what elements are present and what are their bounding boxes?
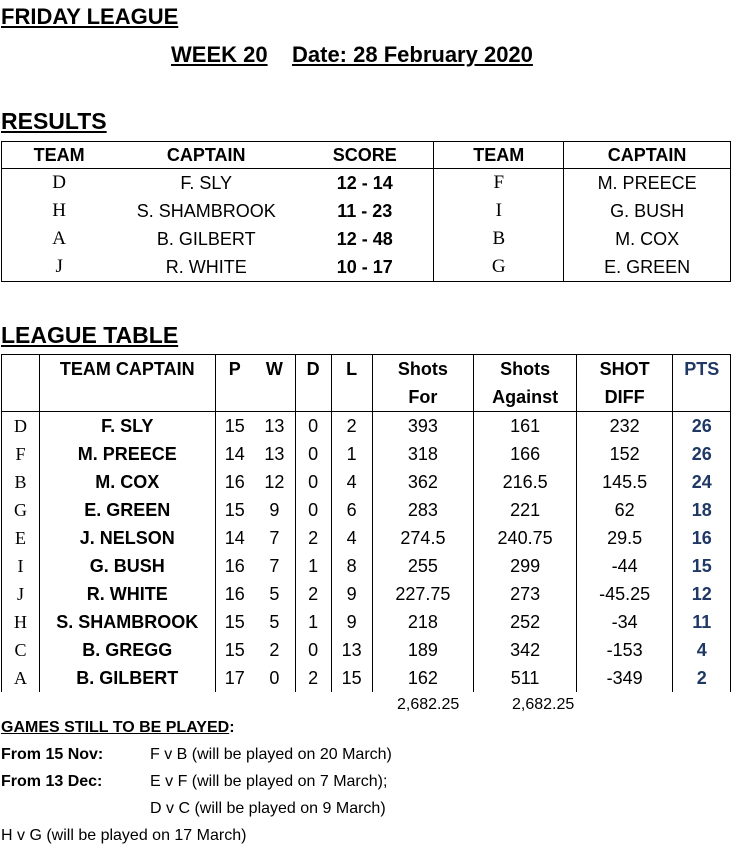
league-table bbox=[1, 354, 731, 692]
col-header-blank bbox=[215, 383, 254, 412]
results-score: 12 - 48 bbox=[296, 225, 434, 253]
league-shot-diff: 145.5 bbox=[576, 468, 673, 496]
league-points: 26 bbox=[691, 415, 712, 436]
league-won: 13 bbox=[254, 440, 295, 468]
league-won: 13 bbox=[254, 412, 295, 441]
league-shots-against: 252 bbox=[474, 608, 577, 636]
col-header-shots-for: Shots bbox=[372, 355, 474, 384]
league-row bbox=[2, 440, 731, 468]
league-points: 26 bbox=[691, 443, 712, 464]
league-lost: 13 bbox=[331, 636, 372, 664]
league-captain: F. SLY bbox=[39, 412, 215, 441]
league-points: 12 bbox=[691, 583, 712, 604]
col-header-team: TEAM bbox=[434, 142, 564, 169]
total-shots-for: 2,682.25 bbox=[397, 696, 460, 713]
league-shots-against: 216.5 bbox=[474, 468, 577, 496]
results-captain-away: E. GREEN bbox=[604, 256, 691, 277]
league-shots-for: 283 bbox=[372, 496, 474, 524]
games-line-2: E v F (will be played on 7 March); bbox=[150, 773, 388, 790]
week-label: WEEK 20 bbox=[171, 42, 268, 67]
league-played: 14 bbox=[224, 527, 245, 548]
league-shot-diff: 232 bbox=[576, 412, 673, 441]
col-header-blank bbox=[331, 383, 372, 412]
league-shots-for: 189 bbox=[372, 636, 474, 664]
league-shot-diff: -44 bbox=[576, 552, 673, 580]
col-header-w: W bbox=[254, 355, 295, 384]
league-drawn: 2 bbox=[295, 580, 331, 608]
col-header-team-captain: TEAM CAPTAIN bbox=[39, 355, 215, 384]
results-heading: RESULTS bbox=[1, 108, 107, 134]
league-shot-diff: -153 bbox=[576, 636, 673, 664]
league-team: E bbox=[2, 524, 40, 552]
results-captain-away: M. PREECE bbox=[597, 172, 697, 193]
league-drawn: 2 bbox=[295, 664, 331, 692]
league-played: 16 bbox=[224, 555, 245, 576]
results-team-away: F bbox=[434, 169, 564, 198]
league-played: 15 bbox=[224, 415, 245, 436]
league-shots-against: 273 bbox=[474, 580, 577, 608]
results-captain-home: R. WHITE bbox=[165, 256, 247, 277]
league-shots-for: 393 bbox=[372, 412, 474, 441]
col-header-shot-diff-2: DIFF bbox=[576, 383, 673, 412]
league-won: 5 bbox=[254, 580, 295, 608]
col-header-captain: CAPTAIN bbox=[116, 142, 296, 169]
col-header-score: SCORE bbox=[296, 142, 434, 169]
results-team-home: H bbox=[52, 200, 67, 221]
league-drawn: 1 bbox=[295, 552, 331, 580]
league-lost: 8 bbox=[331, 552, 372, 580]
league-lost: 4 bbox=[331, 468, 372, 496]
league-row bbox=[2, 496, 731, 524]
total-shots-against: 2,682.25 bbox=[512, 696, 575, 713]
league-shots-against: 161 bbox=[474, 412, 577, 441]
league-shot-diff: -34 bbox=[576, 608, 673, 636]
col-header-shots-against-2: Against bbox=[474, 383, 577, 412]
league-team: I bbox=[2, 552, 40, 580]
league-team: F bbox=[2, 440, 40, 468]
league-row bbox=[2, 636, 731, 664]
league-points: 11 bbox=[692, 611, 712, 632]
league-drawn: 1 bbox=[295, 608, 331, 636]
league-points: 24 bbox=[691, 471, 712, 492]
results-score: 11 - 23 bbox=[296, 197, 434, 225]
league-team: J bbox=[2, 580, 40, 608]
results-row bbox=[2, 225, 731, 253]
league-captain: B. GREGG bbox=[39, 636, 215, 664]
league-shot-diff: 152 bbox=[576, 440, 673, 468]
league-won: 7 bbox=[254, 524, 295, 552]
league-row bbox=[2, 412, 731, 441]
col-header-shots-against: Shots bbox=[474, 355, 577, 384]
league-points: 15 bbox=[691, 555, 712, 576]
results-captain-home: B. GILBERT bbox=[156, 228, 256, 249]
results-captain-home: F. SLY bbox=[180, 172, 233, 193]
league-won: 12 bbox=[254, 468, 295, 496]
games-line-4: H v G (will be played on 17 March) bbox=[1, 827, 247, 844]
league-row bbox=[2, 552, 731, 580]
league-captain: S. SHAMBROOK bbox=[39, 608, 215, 636]
league-played: 17 bbox=[224, 667, 245, 688]
league-played: 14 bbox=[224, 443, 245, 464]
results-row bbox=[2, 253, 731, 282]
results-row bbox=[2, 169, 731, 198]
league-won: 7 bbox=[254, 552, 295, 580]
league-captain: M. PREECE bbox=[39, 440, 215, 468]
league-played: 16 bbox=[224, 471, 245, 492]
page-title: FRIDAY LEAGUE bbox=[1, 4, 179, 29]
col-header-l: L bbox=[331, 355, 372, 384]
league-shots-against: 166 bbox=[474, 440, 577, 468]
league-row bbox=[2, 468, 731, 496]
league-shots-against: 299 bbox=[474, 552, 577, 580]
league-lost: 1 bbox=[331, 440, 372, 468]
col-header-blank bbox=[39, 383, 215, 412]
col-header-blank bbox=[254, 383, 295, 412]
league-points: 2 bbox=[696, 667, 707, 688]
league-shots-for: 274.5 bbox=[372, 524, 474, 552]
league-row bbox=[2, 580, 731, 608]
results-team-away: B bbox=[434, 225, 564, 253]
col-header-d: D bbox=[295, 355, 331, 384]
league-captain: M. COX bbox=[39, 468, 215, 496]
league-lost: 15 bbox=[331, 664, 372, 692]
results-header-row bbox=[2, 142, 731, 169]
league-shots-against: 240.75 bbox=[474, 524, 577, 552]
games-title: GAMES STILL TO BE PLAYED bbox=[1, 719, 230, 736]
league-shots-for: 227.75 bbox=[372, 580, 474, 608]
results-table bbox=[1, 141, 731, 282]
results-row bbox=[2, 197, 731, 225]
games-line-1-label bbox=[1, 746, 103, 764]
league-shots-against: 342 bbox=[474, 636, 577, 664]
col-header-shots-for-2: For bbox=[372, 383, 474, 412]
league-team: B bbox=[2, 468, 40, 496]
league-points: 16 bbox=[691, 527, 712, 548]
games-line-2-label bbox=[1, 773, 102, 791]
col-header-shot-diff: SHOT bbox=[576, 355, 673, 384]
results-team-home: A bbox=[52, 228, 67, 249]
league-shot-diff: 62 bbox=[576, 496, 673, 524]
league-row bbox=[2, 524, 731, 552]
league-captain: B. GILBERT bbox=[39, 664, 215, 692]
league-drawn: 0 bbox=[295, 468, 331, 496]
league-shot-diff: -349 bbox=[576, 664, 673, 692]
league-played: 16 bbox=[224, 583, 245, 604]
results-captain-away: G. BUSH bbox=[610, 200, 685, 221]
league-lost: 9 bbox=[331, 580, 372, 608]
league-captain: G. BUSH bbox=[39, 552, 215, 580]
date-label: Date: 28 February 2020 bbox=[292, 42, 533, 67]
league-team: H bbox=[2, 608, 40, 636]
results-team-home: D bbox=[52, 172, 67, 193]
games-line-1: F v B (will be played on 20 March) bbox=[150, 746, 392, 763]
league-won: 5 bbox=[254, 608, 295, 636]
league-drawn: 2 bbox=[295, 524, 331, 552]
league-team: A bbox=[2, 664, 40, 692]
league-lost: 2 bbox=[331, 412, 372, 441]
results-score: 12 - 14 bbox=[296, 169, 434, 198]
league-shot-diff: -45.25 bbox=[576, 580, 673, 608]
league-row bbox=[2, 664, 731, 692]
league-won: 0 bbox=[254, 664, 295, 692]
league-team: C bbox=[2, 636, 40, 664]
col-header-team: TEAM bbox=[2, 142, 117, 169]
games-label: From 15 Nov: bbox=[1, 746, 104, 763]
league-lost: 4 bbox=[331, 524, 372, 552]
games-label: From 13 Dec: bbox=[1, 773, 103, 790]
league-played: 15 bbox=[224, 611, 245, 632]
league-drawn: 0 bbox=[295, 496, 331, 524]
col-header-blank bbox=[295, 383, 331, 412]
league-drawn: 0 bbox=[295, 440, 331, 468]
league-won: 9 bbox=[254, 496, 295, 524]
games-heading bbox=[1, 719, 235, 737]
league-won: 2 bbox=[254, 636, 295, 664]
games-title-colon: : bbox=[229, 719, 235, 736]
results-team-away: G bbox=[434, 253, 564, 282]
results-team-home: J bbox=[55, 256, 63, 277]
league-captain: J. NELSON bbox=[39, 524, 215, 552]
col-header-p: P bbox=[228, 358, 241, 379]
col-header-blank bbox=[2, 383, 40, 412]
league-captain: E. GREEN bbox=[39, 496, 215, 524]
league-row bbox=[2, 608, 731, 636]
col-header-blank bbox=[673, 383, 731, 412]
league-drawn: 0 bbox=[295, 636, 331, 664]
league-shots-for: 255 bbox=[372, 552, 474, 580]
league-shots-against: 511 bbox=[474, 664, 577, 692]
league-lost: 6 bbox=[331, 496, 372, 524]
league-header-row-2 bbox=[2, 383, 731, 412]
league-team: G bbox=[2, 496, 40, 524]
games-line-3: D v C (will be played on 9 March) bbox=[150, 800, 386, 817]
league-shots-for: 362 bbox=[372, 468, 474, 496]
league-header-row bbox=[2, 355, 731, 384]
league-captain: R. WHITE bbox=[39, 580, 215, 608]
league-played: 15 bbox=[224, 499, 245, 520]
col-header-pts: PTS bbox=[684, 358, 720, 379]
league-lost: 9 bbox=[331, 608, 372, 636]
league-shots-for: 162 bbox=[372, 664, 474, 692]
league-team: D bbox=[2, 412, 40, 441]
league-shots-against: 221 bbox=[474, 496, 577, 524]
results-captain-home: S. SHAMBROOK bbox=[136, 200, 276, 221]
league-table-heading: LEAGUE TABLE bbox=[1, 322, 179, 348]
results-team-away: I bbox=[434, 197, 564, 225]
league-shots-for: 218 bbox=[372, 608, 474, 636]
league-shots-for: 318 bbox=[372, 440, 474, 468]
league-points: 4 bbox=[696, 639, 707, 660]
league-played: 15 bbox=[224, 639, 245, 660]
col-header-captain: CAPTAIN bbox=[564, 142, 731, 169]
col-header-team bbox=[2, 355, 40, 384]
league-drawn: 0 bbox=[295, 412, 331, 441]
league-points: 18 bbox=[691, 499, 712, 520]
results-score: 10 - 17 bbox=[296, 253, 434, 282]
results-captain-away: M. COX bbox=[615, 228, 680, 249]
league-shot-diff: 29.5 bbox=[576, 524, 673, 552]
